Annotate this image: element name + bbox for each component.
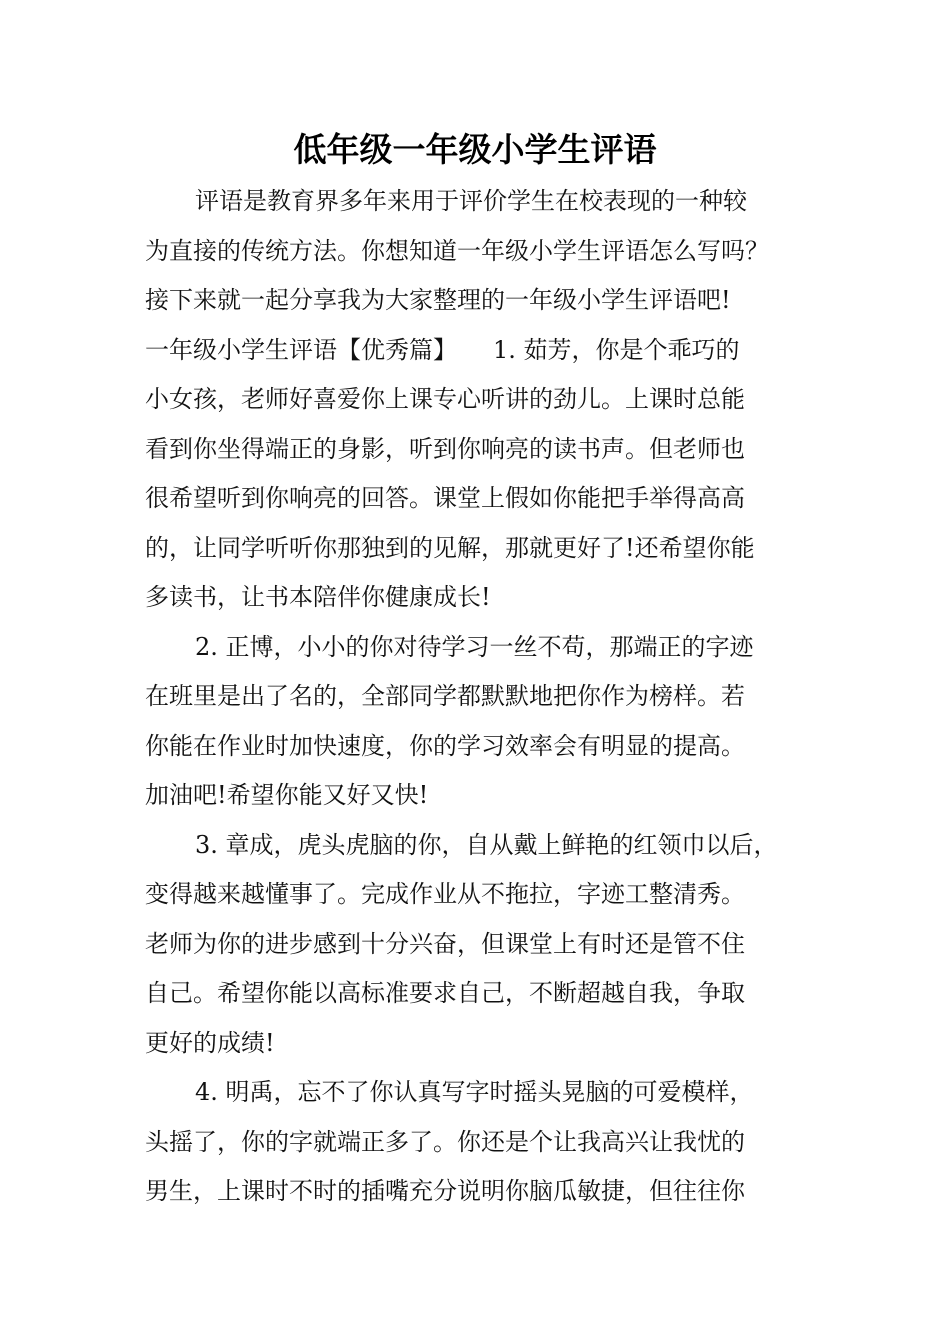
text-line: 看到你坐得端正的身影，听到你响亮的读书声。但老师也 xyxy=(145,434,745,463)
text-line: 加油吧!希望你能又好又快! xyxy=(145,781,429,809)
text-line: 4. 明禹，忘不了你认真写字时摇头晃脑的可爱模样， xyxy=(195,1078,754,1106)
text-line: 老师为你的进步感到十分兴奋，但课堂上有时还是管不住 xyxy=(145,929,745,958)
text-line: 小女孩，老师好喜爱你上课专心听讲的劲儿。上课时总能 xyxy=(145,385,745,413)
text-line: 多读书，让书本陪伴你健康成长! xyxy=(145,583,491,611)
text-line: 变得越来越懂事了。完成作业从不拖拉，字迹工整清秀。 xyxy=(145,880,745,908)
text-line: 你能在作业时加快速度，你的学习效率会有明显的提高。 xyxy=(145,731,745,760)
text-line: 为直接的传统方法。你想知道一年级小学生评语怎么写吗？ xyxy=(145,236,769,265)
text-line: 2. 正博，小小的你对待学习一丝不苟，那端正的字迹 xyxy=(195,632,754,661)
document-title: 低年级一年级小学生评语 xyxy=(293,130,657,169)
text-line: 自己。希望你能以高标准要求自己，不断超越自我，争取 xyxy=(145,979,745,1007)
text-line: 在班里是出了名的，全部同学都默默地把你作为榜样。若 xyxy=(145,682,745,710)
text-line: 头摇了，你的字就端正多了。你还是个让我高兴让我忧的 xyxy=(145,1127,745,1156)
text-line: 接下来就一起分享我为大家整理的一年级小学生评语吧! xyxy=(145,286,731,314)
text-line: 的，让同学听听你那独到的见解，那就更好了!还希望你能 xyxy=(145,533,755,562)
text-line: 3. 章成，虎头虎脑的你，自从戴上鲜艳的红领巾以后， xyxy=(195,830,778,859)
text-line: 评语是教育界多年来用于评价学生在校表现的一种较 xyxy=(195,187,747,215)
text-line: 男生，上课时不时的插嘴充分说明你脑瓜敏捷，但往往你 xyxy=(145,1177,745,1205)
document-body xyxy=(145,177,825,1217)
text-line: 很希望听到你响亮的回答。课堂上假如你能把手举得高高 xyxy=(145,484,745,512)
text-line: 更好的成绩! xyxy=(145,1028,275,1057)
text-line: 一年级小学生评语【优秀篇】 1. 茹芳，你是个乖巧的 xyxy=(145,335,740,364)
